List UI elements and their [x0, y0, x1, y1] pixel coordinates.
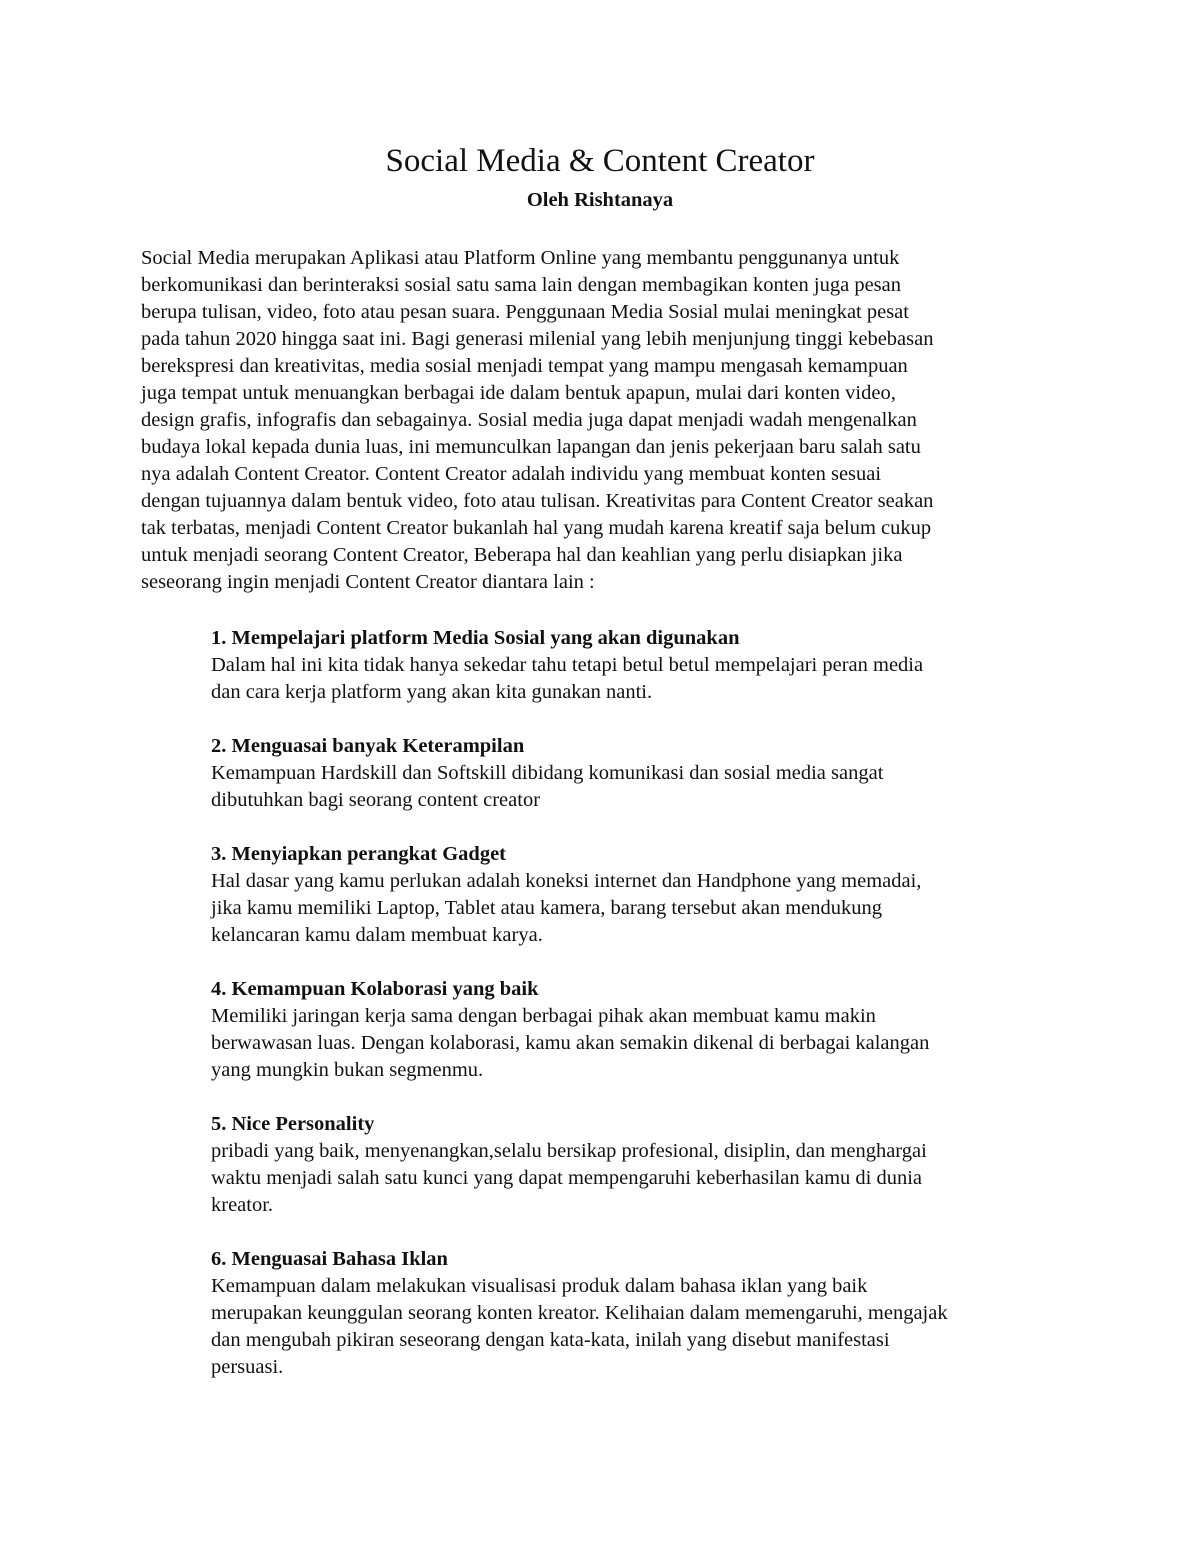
intro-line: design grafis, infografis dan sebagainya. Sosial media juga dapat menjadi wadah mengenalkan: [141, 409, 917, 431]
item-text-line: dibutuhkan bagi seorang content creator: [211, 789, 541, 811]
intro-line: tak terbatas, menjadi Content Creator bukanlah hal yang mudah karena kreatif saja belum cukup: [141, 517, 932, 539]
intro-line: berekspresi dan kreativitas, media sosial menjadi tempat yang mampu mengasah kemampuan: [141, 355, 908, 377]
list-item: [211, 841, 1091, 949]
item-text-line: persuasi.: [211, 1356, 284, 1378]
item-text-line: merupakan keunggulan seorang konten kreator. Kelihaian dalam memengaruhi, mengajak: [211, 1302, 948, 1324]
intro-line: budaya lokal kepada dunia luas, ini memunculkan lapangan dan jenis pekerjaan baru salah satu: [141, 436, 921, 458]
intro-paragraph: [141, 245, 1071, 596]
item-text-line: kreator.: [211, 1194, 274, 1216]
item-text-line: pribadi yang baik, menyenangkan,selalu bersikap profesional, disiplin, dan menghargai: [211, 1140, 927, 1162]
item-text-line: jika kamu memiliki Laptop, Tablet atau kamera, barang tersebut akan mendukung: [211, 897, 883, 919]
intro-line: Social Media merupakan Aplikasi atau Platform Online yang membantu penggunanya untuk: [141, 247, 900, 269]
intro-line: pada tahun 2020 hingga saat ini. Bagi generasi milenial yang lebih menjunjung tinggi kebebasan: [141, 328, 934, 350]
item-heading: 2. Menguasai banyak Keterampilan: [211, 735, 525, 757]
document-author: Oleh Rishtanaya: [526, 189, 674, 211]
intro-line: berkomunikasi dan berinteraksi sosial satu sama lain dengan membagikan konten juga pesan: [141, 274, 902, 296]
item-heading: 6. Menguasai Bahasa Iklan: [211, 1248, 448, 1270]
item-heading: 3. Menyiapkan perangkat Gadget: [211, 843, 506, 865]
item-text-line: dan cara kerja platform yang akan kita gunakan nanti.: [211, 681, 653, 703]
intro-line: juga tempat untuk menuangkan berbagai ide dalam bentuk apapun, mulai dari konten video,: [141, 382, 896, 404]
numbered-list: [211, 625, 1091, 1408]
intro-line: nya adalah Content Creator. Content Creator adalah individu yang membuat konten sesuai: [141, 463, 882, 485]
list-item: [211, 976, 1091, 1084]
item-text-line: kelancaran kamu dalam membuat karya.: [211, 924, 543, 946]
intro-line: untuk menjadi seorang Content Creator, Beberapa hal dan keahlian yang perlu disiapkan jika: [141, 544, 903, 566]
item-text-line: dan mengubah pikiran seseorang dengan kata-kata, inilah yang disebut manifestasi: [211, 1329, 890, 1351]
item-heading: 4. Kemampuan Kolaborasi yang baik: [211, 978, 539, 1000]
item-heading: 5. Nice Personality: [211, 1113, 375, 1135]
intro-line: dengan tujuannya dalam bentuk video, foto atau tulisan. Kreativitas para Content Creator seakan: [141, 490, 934, 512]
item-text-line: waktu menjadi salah satu kunci yang dapat mempengaruhi keberhasilan kamu di dunia: [211, 1167, 923, 1189]
item-text-line: Dalam hal ini kita tidak hanya sekedar tahu tetapi betul betul mempelajari peran media: [211, 654, 924, 676]
intro-line: seseorang ingin menjadi Content Creator diantara lain :: [141, 571, 595, 593]
item-text-line: Memiliki jaringan kerja sama dengan berbagai pihak akan membuat kamu makin: [211, 1005, 876, 1027]
document-title: Social Media & Content Creator: [385, 143, 815, 179]
intro-line: berupa tulisan, video, foto atau pesan suara. Penggunaan Media Sosial mulai meningkat pesat: [141, 301, 909, 323]
list-item: [211, 1246, 1091, 1381]
list-item: [211, 625, 1091, 706]
item-text-line: Kemampuan dalam melakukan visualisasi produk dalam bahasa iklan yang baik: [211, 1275, 868, 1297]
list-item: [211, 1111, 1091, 1219]
list-item: [211, 733, 1091, 814]
item-heading: 1. Mempelajari platform Media Sosial yang akan digunakan: [211, 627, 740, 649]
item-text-line: yang mungkin bukan segmenmu.: [211, 1059, 484, 1081]
item-text-line: Kemampuan Hardskill dan Softskill dibidang komunikasi dan sosial media sangat: [211, 762, 884, 784]
item-text-line: berwawasan luas. Dengan kolaborasi, kamu akan semakin dikenal di berbagai kalangan: [211, 1032, 930, 1054]
item-text-line: Hal dasar yang kamu perlukan adalah koneksi internet dan Handphone yang memadai,: [211, 870, 922, 892]
